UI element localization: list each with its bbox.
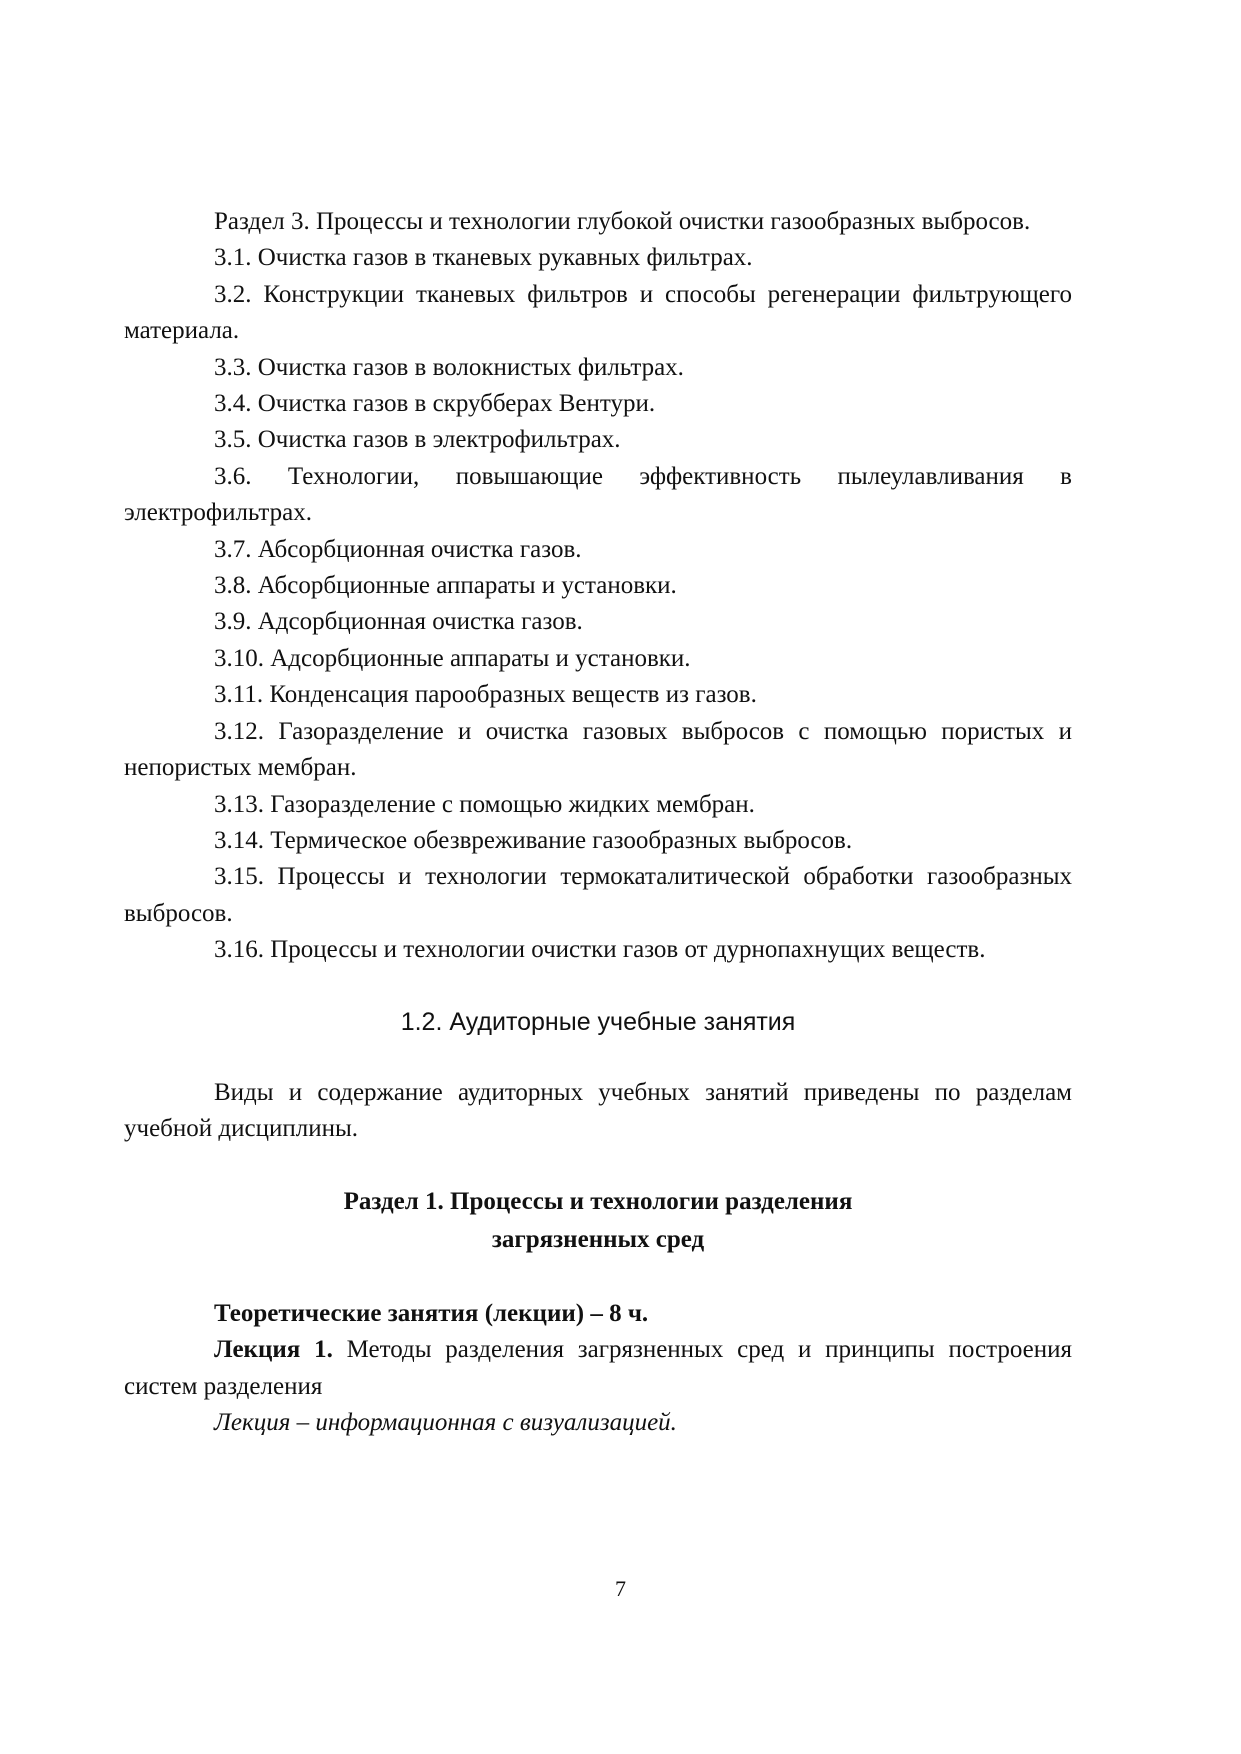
page-number: 7 [615, 1576, 626, 1601]
lecture1 [124, 1332, 1072, 1405]
list-item: 3.9. Адсорбционная очистка газов. [214, 608, 583, 636]
section1-heading-line2: загрязненных сред [491, 1225, 705, 1253]
list-item: 3.11. Конденсация парообразных веществ из газов. [214, 681, 757, 709]
list-item: 3.5. Очистка газов в электрофильтрах. [214, 426, 621, 454]
list-item: 3.16. Процессы и технологии очистки газов от дурнопахнущих веществ. [214, 936, 986, 964]
list-item: 3.15. Процессы и технологии термокаталитической обработки газообразных выбросов. [124, 863, 1072, 927]
lecture1-type: Лекция – информационная с визуализацией. [214, 1408, 677, 1436]
page-content [124, 204, 1072, 1441]
section1-heading [124, 1183, 1072, 1259]
list-item: 3.8. Абсорбционные аппараты и установки. [214, 572, 677, 600]
section3-intro: Раздел 3. Процессы и технологии глубокой очистки газообразных выбросов. [214, 208, 1031, 235]
list-item: 3.1. Очистка газов в тканевых рукавных фильтрах. [214, 244, 753, 272]
list-item: 3.10. Адсорбционные аппараты и установки. [214, 644, 691, 672]
section1-heading-line1: Раздел 1. Процессы и технологии разделения [343, 1187, 853, 1215]
list-item: 3.7. Абсорбционная очистка газов. [214, 535, 582, 563]
list-item: 3.6. Технологии, повышающие эффективность пылеулавливания в электрофильтрах. [124, 462, 1072, 527]
lecture1-text: Методы разделения загрязненных сред и принципы построения систем разделения [124, 1336, 1072, 1400]
list-item: 3.13. Газоразделение с помощью жидких мембран. [214, 790, 755, 818]
list-item: 3.12. Газоразделение и очистка газовых выбросов с помощью пористых и непористых мембран. [124, 717, 1072, 782]
list-item: 3.14. Термическое обезвреживание газообразных выбросов. [214, 826, 853, 854]
list-item: 3.4. Очистка газов в скрубберах Вентури. [214, 390, 656, 418]
lectures-heading: Теоретические занятия (лекции) – 8 ч. [214, 1299, 649, 1327]
list-item: 3.2. Конструкции тканевых фильтров и способы регенерации фильтрующего материала. [124, 280, 1072, 345]
list-item: 3.3. Очистка газов в волокнистых фильтрах. [214, 353, 684, 381]
subsection-heading: 1.2. Аудиторные учебные занятия [400, 1007, 796, 1036]
subsection-intro: Виды и содержание аудиторных учебных занятий приведены по разделам учебной дисциплины. [124, 1078, 1072, 1143]
lecture1-label: Лекция 1. [214, 1336, 333, 1364]
